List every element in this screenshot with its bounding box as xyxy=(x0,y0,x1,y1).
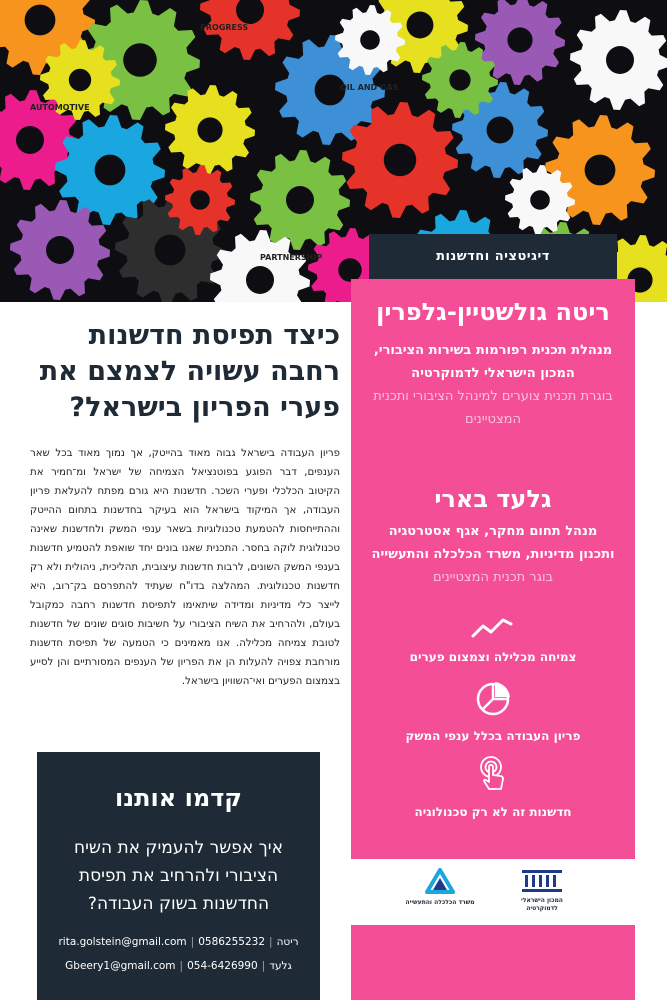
contact-gilad-phone[interactable]: 054-6426990 xyxy=(187,960,258,972)
cta-box xyxy=(37,752,320,1000)
gear-hole-5 xyxy=(507,27,532,52)
feature-innovation xyxy=(351,755,635,821)
trend-line-icon xyxy=(471,614,515,640)
gear-hole-14 xyxy=(46,236,74,264)
speaker-2-role: מנהל תחום מחקר, אגף אסטרטגיה ותכנון מדיניות, משרד הכלכלה והתעשייה xyxy=(371,524,615,562)
gear-hole-8 xyxy=(95,155,126,186)
page-title: כיצד תפיסת חדשנות רחבה עשויה לצמצם את פערי הפריון בישראל? xyxy=(39,320,340,423)
partner-logos xyxy=(351,860,635,925)
pie-chart-icon xyxy=(473,679,513,719)
gear-hole-16 xyxy=(246,266,274,294)
institute-building-icon xyxy=(521,868,563,894)
gear-hole-15 xyxy=(155,235,186,266)
speaker-1-extra: בוגרת תכנית צוערים למינהל הציבורי ותכנית המצטיינים xyxy=(373,389,613,427)
logo-moe-text: משרד הכלכלה והתעשייה xyxy=(405,899,475,906)
ministry-emblem-icon xyxy=(425,868,455,896)
category-tab: דיגיטציה וחדשנות xyxy=(369,234,617,279)
gear-hole-12 xyxy=(487,117,514,144)
logo-israel-democracy-institute xyxy=(507,868,577,913)
feature-innovation-label: חדשנות זה לא רק טכנולוגיה xyxy=(414,805,572,819)
contact-gilad-email[interactable]: Gbeery1@gmail.com xyxy=(65,960,176,972)
contact-rita: ריטה|0586255232|rita.golstein@gmail.com xyxy=(58,936,299,948)
gear-hole-11 xyxy=(384,144,416,176)
gear-hole-13 xyxy=(585,155,616,186)
feature-growth xyxy=(351,614,635,666)
gear-label-2: AUTOMOTIVE xyxy=(30,103,90,112)
gear-hole-24 xyxy=(360,30,380,50)
gear-hole-9 xyxy=(197,117,222,142)
speaker-2-name: גלעד בארי xyxy=(434,485,552,513)
gear-hole-7 xyxy=(16,126,44,154)
gear-hole-1 xyxy=(123,43,157,77)
feature-productivity xyxy=(351,679,635,745)
gear-hole-21 xyxy=(190,190,210,210)
speaker-2-extra: בוגר תכנית המצטיינים xyxy=(432,570,554,585)
contact-gilad: גלעד|054-6426990|Gbeery1@gmail.com xyxy=(65,960,292,972)
contact-rita-name: ריטה xyxy=(276,936,299,948)
gear-label-3: PARTNERSHIP xyxy=(260,253,323,262)
contact-gilad-name: גלעד xyxy=(269,960,292,972)
contact-rita-phone[interactable]: 0586255232 xyxy=(198,936,266,948)
touch-hand-icon xyxy=(476,755,510,795)
gear-label-1: OIL AND GAS xyxy=(340,83,399,92)
gear-hole-25 xyxy=(449,69,470,90)
cta-question: איך אפשר להעמיק את השיח הציבורי ולהרחיב את תפיסת החדשנות בשוק העבודה? xyxy=(74,838,283,914)
speaker-1-name: ריטה גולשטיין-גלפרין xyxy=(376,298,610,326)
speaker-2 xyxy=(369,484,617,589)
cta-title: קדמו אותנו xyxy=(115,784,242,812)
gear-hole-10 xyxy=(286,186,314,214)
speakers-panel xyxy=(351,279,635,859)
logo-ministry-economy xyxy=(405,868,475,907)
gear-hole-23 xyxy=(69,69,91,91)
gear-hole-4 xyxy=(407,12,434,39)
gear-hole-0 xyxy=(25,5,56,36)
contact-rita-email[interactable]: rita.golstein@gmail.com xyxy=(58,936,187,948)
gear-hole-6 xyxy=(606,46,634,74)
pink-panel-footer xyxy=(351,925,635,1000)
gear-hole-22 xyxy=(530,190,550,210)
gear-label-0: PROGRESS xyxy=(200,23,249,32)
speaker-1-role: מנהלת תכנית רפורמות בשירות הציבורי, המכון הישראלי לדמוקרטיה xyxy=(373,343,613,381)
logo-idi-text: המכון הישראלי לדמוקרטיה xyxy=(521,897,563,912)
article-body: פריון העבודה בישראל גבוה מאוד בהייטק, אך נמוך מאוד בכל שאר הענפים, דבר הפוגע בפוטנציאל הצמיחה של ישראל ומ־חמיר את הקיטוב הכלכלי ופערי השכר. חדשנות היא גורם מפתח להעלאת פריון העבודה, אך המיקוד בישראל הוא בעיקר בחדשנות בתחום ההייטק וההתייחסות להטמעת טכנולוגיות בשאר ענפי המשק ולחדשנות שאינה טכנולוגית לוקה בחסר. התכנית שאנו בונים יחד שואפת להטמיע חדשנות בענפי המשק השונים, לרבות חדשנות עיצובית, תהליכית, ניהולית ולא רק חדשנות טכנולוגית. המהלצה בדו"ח שעתיד להתפרסם בק־רוב, היא לייצר כלי מדיניות ומדידה שיתאימו לתפיסת חדשנות רחבה כמקובל בעולם, ולהרחיב את השיח הציבורי על חשיבות סוגים שונים של חדשנות לטובת צמיחה מכלילה. אנו מאמינים כי הטמעה של תפיסת חדשנות מורחבת צפויה להעלות הן את הפריון של הענפים המסורתיים והן לסייע בצמצום הפערים ואי־השוויון בישראל. xyxy=(30,448,340,687)
feature-productivity-label: פריון העבודה בכלל ענפי המשק xyxy=(405,729,581,743)
feature-growth-label: צמיחה מכלילה וצמצום פערים xyxy=(409,650,577,664)
speaker-1 xyxy=(369,297,617,431)
